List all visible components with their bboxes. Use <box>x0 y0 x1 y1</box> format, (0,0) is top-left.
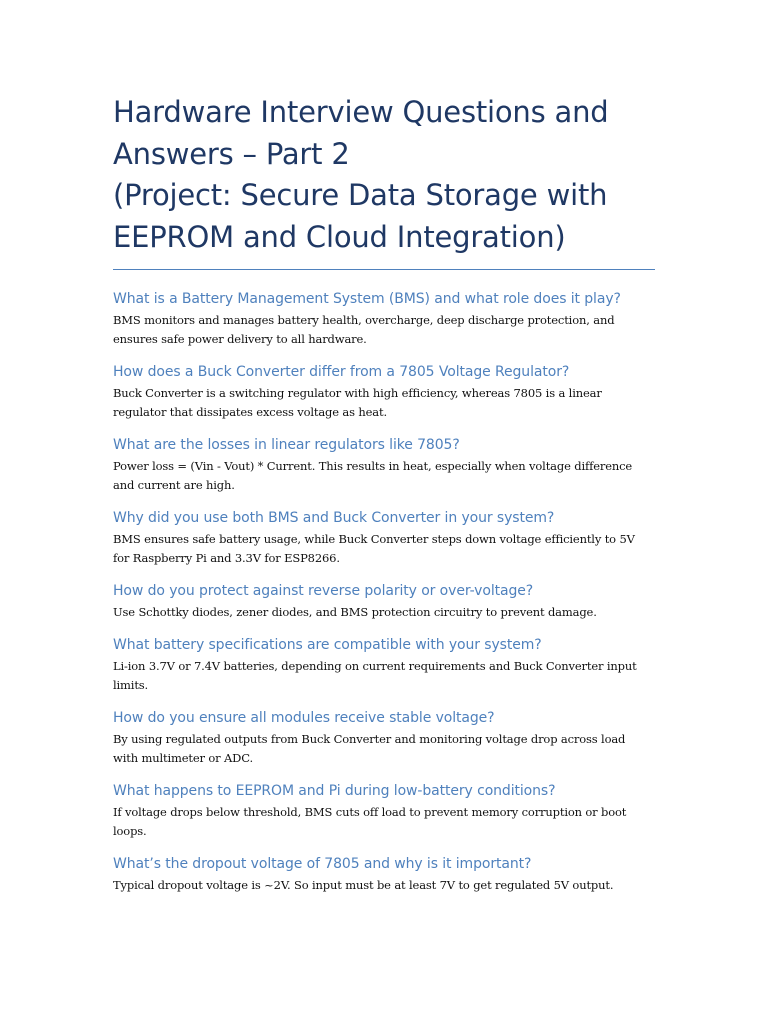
answer-line: for Raspberry Pi and 3.3V for ESP8266. <box>113 551 340 565</box>
question-heading: What happens to EEPROM and Pi during low-battery conditions? <box>113 783 556 799</box>
answer-line: By using regulated outputs from Buck Converter and monitoring voltage drop across load <box>113 732 626 746</box>
qa-item <box>113 290 655 349</box>
answer-line: Power loss = (Vin - Vout) * Current. This results in heat, especially when voltage difference <box>113 459 633 473</box>
answer-text <box>113 457 655 495</box>
answer-text <box>113 657 655 695</box>
title-line: Hardware Interview Questions and <box>113 95 609 129</box>
answer-line: ensures safe power delivery to all hardware. <box>113 332 367 346</box>
answer-line: Buck Converter is a switching regulator with high efficiency, whereas 7805 is a linear <box>113 386 602 400</box>
answer-text <box>113 803 655 841</box>
qa-item <box>113 363 655 422</box>
answer-line: loops. <box>113 824 147 838</box>
qa-item <box>113 782 655 841</box>
answer-text <box>113 730 655 768</box>
document-title <box>113 92 655 258</box>
answer-text <box>113 311 655 349</box>
qa-item <box>113 855 655 895</box>
question-heading: What battery specifications are compatible with your system? <box>113 637 542 653</box>
title-divider <box>113 269 655 270</box>
answer-line: and current are high. <box>113 478 235 492</box>
question-heading: Why did you use both BMS and Buck Converter in your system? <box>113 510 555 526</box>
answer-line: Use Schottky diodes, zener diodes, and BMS protection circuitry to prevent damage. <box>113 605 597 619</box>
question-heading: What’s the dropout voltage of 7805 and why is it important? <box>113 856 532 872</box>
title-line: (Project: Secure Data Storage with <box>113 178 608 212</box>
answer-line: BMS ensures safe battery usage, while Buck Converter steps down voltage efficiently to 5V <box>113 532 635 546</box>
answer-text <box>113 603 655 622</box>
title-line: Answers – Part 2 <box>113 136 350 171</box>
qa-item <box>113 636 655 695</box>
answer-line: BMS monitors and manages battery health, overcharge, deep discharge protection, and <box>113 313 615 327</box>
question-heading: How does a Buck Converter differ from a 7805 Voltage Regulator? <box>113 364 570 380</box>
question-heading: How do you protect against reverse polarity or over-voltage? <box>113 583 534 599</box>
answer-text <box>113 384 655 422</box>
answer-line: Li-ion 3.7V or 7.4V batteries, depending on current requirements and Buck Converter input <box>113 659 637 673</box>
answer-text <box>113 876 655 895</box>
qa-item <box>113 436 655 495</box>
question-heading: What are the losses in linear regulators like 7805? <box>113 437 460 453</box>
answer-text <box>113 530 655 568</box>
answer-line: regulator that dissipates excess voltage as heat. <box>113 405 387 419</box>
title-line: EEPROM and Cloud Integration) <box>113 219 566 254</box>
qa-item <box>113 709 655 768</box>
answer-line: with multimeter or ADC. <box>113 751 253 765</box>
answer-line: Typical dropout voltage is ~2V. So input must be at least 7V to get regulated 5V output. <box>113 878 614 892</box>
question-heading: How do you ensure all modules receive stable voltage? <box>113 710 495 726</box>
question-heading: What is a Battery Management System (BMS) and what role does it play? <box>113 291 621 307</box>
answer-line: If voltage drops below threshold, BMS cuts off load to prevent memory corruption or boot <box>113 805 627 819</box>
answer-line: limits. <box>113 678 149 692</box>
qa-item <box>113 582 655 622</box>
document-page <box>113 92 655 909</box>
qa-item <box>113 509 655 568</box>
